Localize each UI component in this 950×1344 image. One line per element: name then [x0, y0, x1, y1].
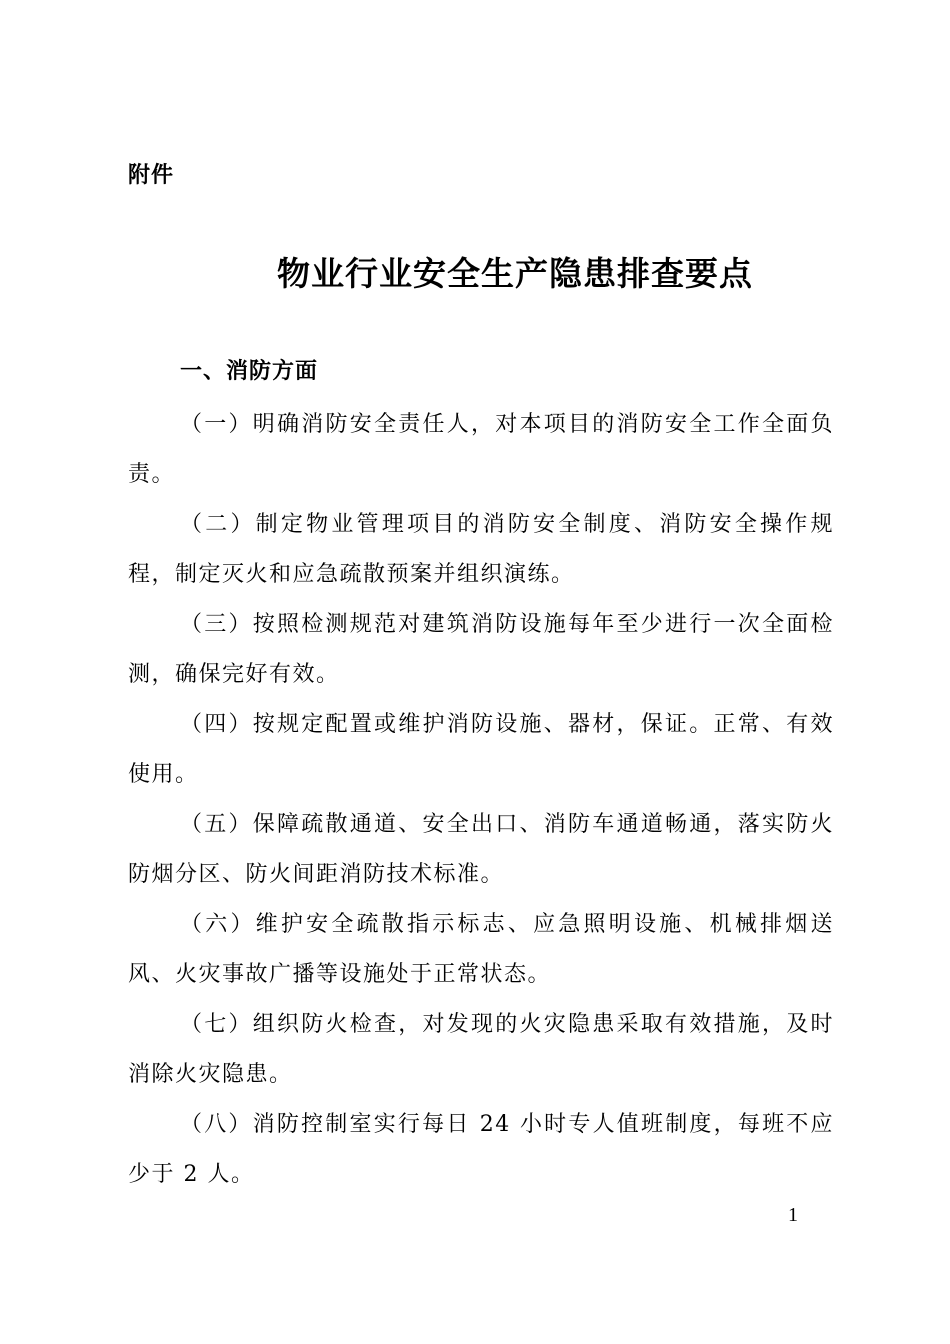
- list-item: （三）按照检测规范对建筑消防设施每年至少进行一次全面检测，确保完好有效。: [128, 612, 834, 687]
- list-item: （二）制定物业管理项目的消防安全制度、消防安全操作规程，制定灭火和应急疏散预案并组织演练。: [128, 512, 834, 587]
- section-heading: 一、消防方面: [180, 359, 319, 384]
- attachment-label: 附件: [128, 163, 175, 188]
- list-item: （五）保障疏散通道、安全出口、消防车通道畅通，落实防火防烟分区、防火间距消防技术标准。: [128, 812, 834, 887]
- list-item: （八）消防控制室实行每日 24 小时专人值班制度，每班不应少于 2 人。: [128, 1112, 834, 1187]
- document-body: [128, 400, 834, 1200]
- list-item: （四）按规定配置或维护消防设施、器材，保证。正常、有效使用。: [128, 712, 834, 787]
- list-item: （六）维护安全疏散指示标志、应急照明设施、机械排烟送风、火灾事故广播等设施处于正常状态。: [128, 912, 834, 987]
- list-item: （一）明确消防安全责任人，对本项目的消防安全工作全面负责。: [128, 412, 834, 487]
- page-number: 1: [788, 1204, 798, 1226]
- list-item: （七）组织防火检查，对发现的火灾隐患采取有效措施，及时消除火灾隐患。: [128, 1012, 834, 1087]
- document-title: 物业行业安全生产隐患排查要点: [277, 254, 753, 293]
